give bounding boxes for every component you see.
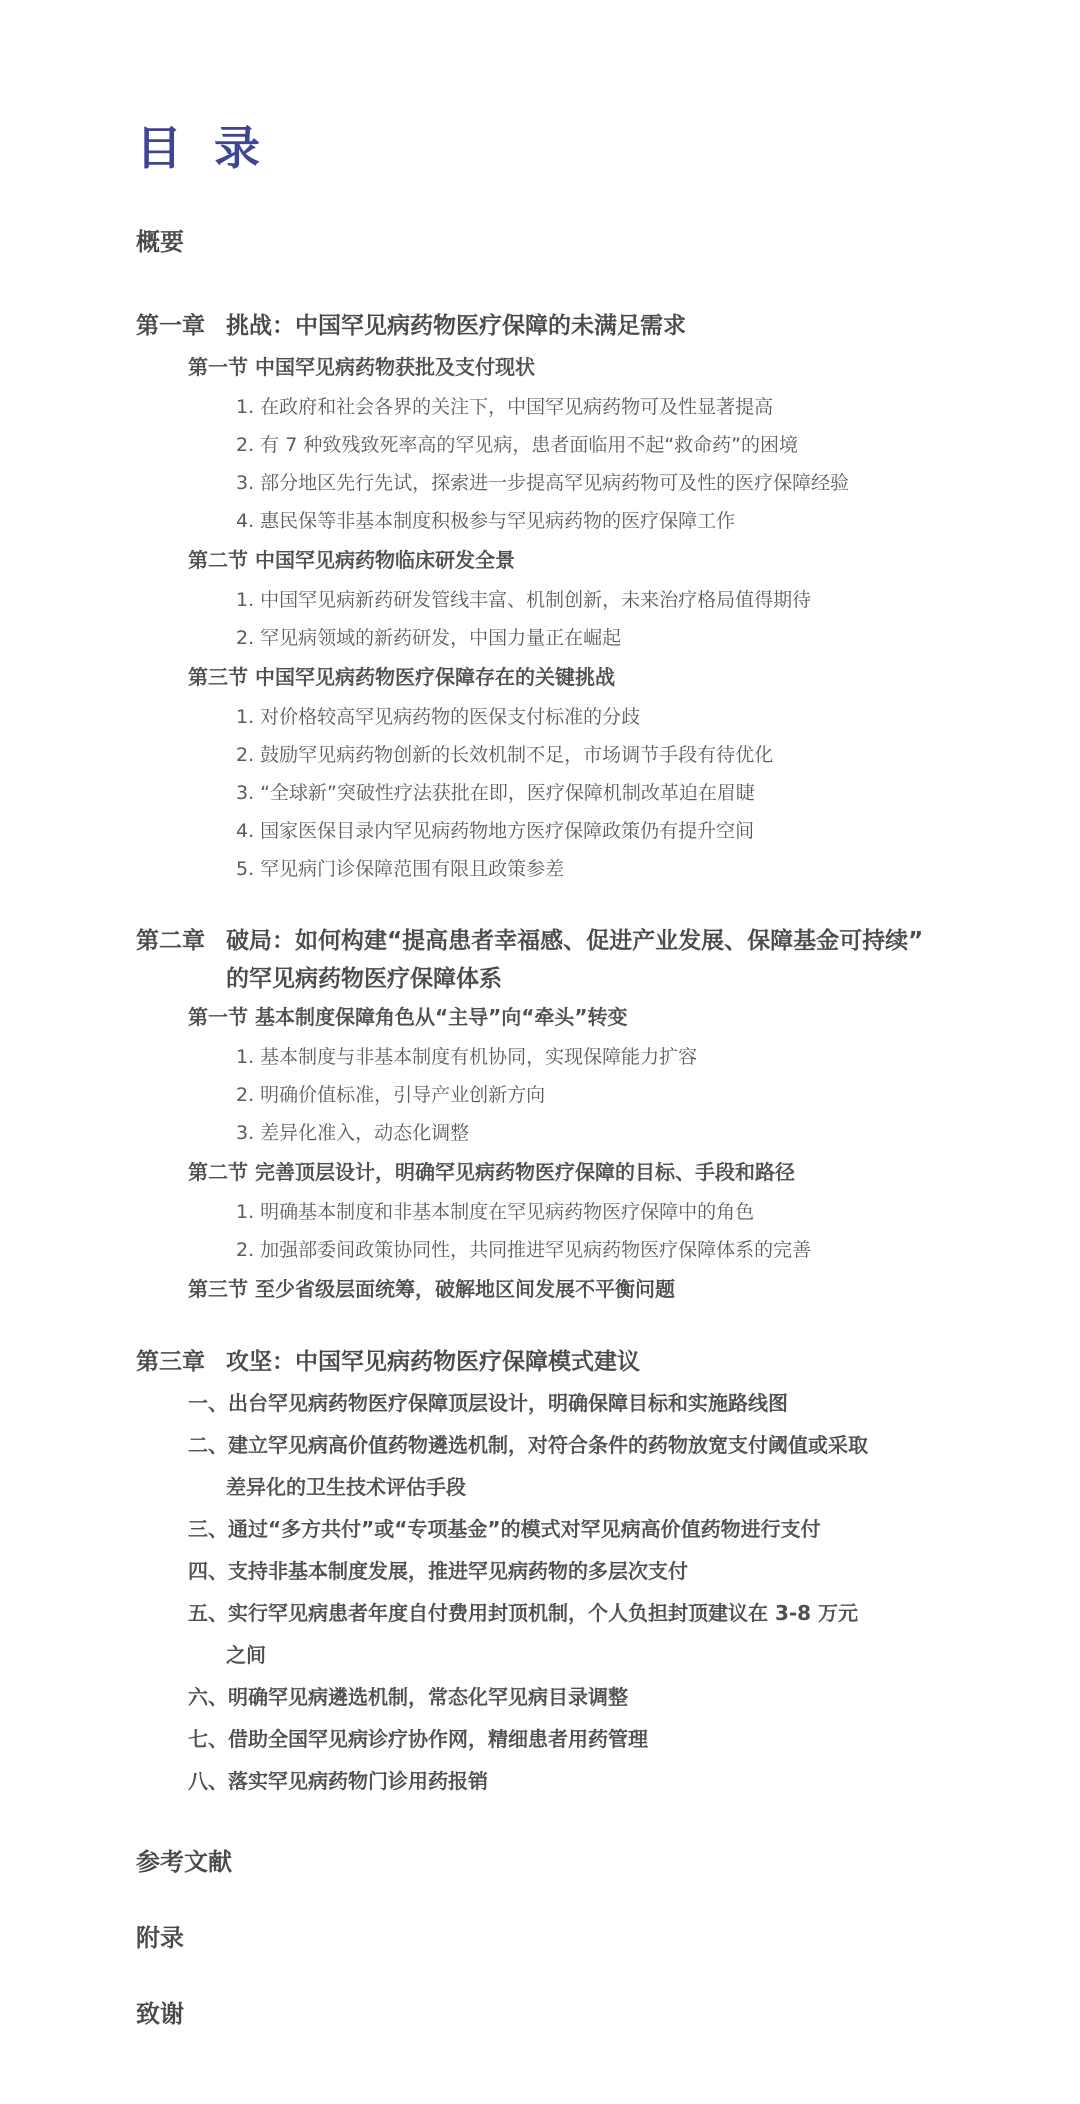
toc-recommendation-8[interactable]: 八、落实罕见病药物门诊用药报销 bbox=[188, 1769, 488, 1793]
toc-item[interactable]: 1. 明确基本制度和非基本制度在罕见病药物医疗保障中的角色 bbox=[236, 1201, 755, 1223]
chapter-title: 挑战：中国罕见病药物医疗保障的未满足需求 bbox=[226, 313, 686, 339]
toc-item[interactable]: 2. 明确价值标准，引导产业创新方向 bbox=[236, 1084, 546, 1106]
toc-chapter-1[interactable] bbox=[136, 309, 686, 343]
toc-recommendation-5[interactable]: 五、实行罕见病患者年度自付费用封顶机制，个人负担封顶建议在 3-8 万元 bbox=[188, 1601, 859, 1625]
toc-item[interactable]: 1. 基本制度与非基本制度有机协同，实现保障能力扩容 bbox=[236, 1046, 698, 1068]
toc-item[interactable]: 5. 罕见病门诊保障范围有限且政策参差 bbox=[236, 858, 565, 880]
chapter-title: 攻坚：中国罕见病药物医疗保障模式建议 bbox=[226, 1349, 640, 1375]
toc-recommendation-6[interactable]: 六、明确罕见病遴选机制，常态化罕见病目录调整 bbox=[188, 1685, 628, 1709]
toc-item[interactable]: 2. 加强部委间政策协同性，共同推进罕见病药物医疗保障体系的完善 bbox=[236, 1239, 812, 1261]
toc-appendix[interactable]: 附录 bbox=[136, 1924, 184, 1952]
toc-item[interactable]: 4. 惠民保等非基本制度积极参与罕见病药物的医疗保障工作 bbox=[236, 510, 736, 532]
toc-section-2-2[interactable]: 第二节 完善顶层设计，明确罕见病药物医疗保障的目标、手段和路径 bbox=[188, 1160, 795, 1184]
toc-item[interactable]: 2. 鼓励罕见病药物创新的长效机制不足，市场调节手段有待优化 bbox=[236, 744, 774, 766]
toc-section-1-2[interactable]: 第二节 中国罕见病药物临床研发全景 bbox=[188, 548, 515, 572]
toc-item[interactable]: 2. 罕见病领域的新药研发，中国力量正在崛起 bbox=[236, 627, 622, 649]
chapter-title: 破局：如何构建“提高患者幸福感、促进产业发展、保障基金可持续” bbox=[226, 928, 924, 954]
toc-item[interactable]: 3. 差异化准入，动态化调整 bbox=[236, 1122, 470, 1144]
toc-item[interactable]: 1. 在政府和社会各界的关注下，中国罕见病药物可及性显著提高 bbox=[236, 396, 774, 418]
toc-section-2-3[interactable]: 第三节 至少省级层面统筹，破解地区间发展不平衡问题 bbox=[188, 1277, 675, 1301]
toc-recommendation-2-cont[interactable]: 差异化的卫生技术评估手段 bbox=[226, 1475, 466, 1499]
toc-references[interactable]: 参考文献 bbox=[136, 1848, 232, 1876]
toc-item[interactable]: 1. 对价格较高罕见病药物的医保支付标准的分歧 bbox=[236, 706, 641, 728]
toc-item[interactable]: 3. 部分地区先行先试，探索进一步提高罕见病药物可及性的医疗保障经验 bbox=[236, 472, 850, 494]
chapter-label: 第二章 bbox=[136, 928, 205, 954]
chapter-label: 第一章 bbox=[136, 313, 205, 339]
toc-item[interactable]: 4. 国家医保目录内罕见病药物地方医疗保障政策仍有提升空间 bbox=[236, 820, 755, 842]
toc-section-1-3[interactable]: 第三节 中国罕见病药物医疗保障存在的关键挑战 bbox=[188, 665, 615, 689]
toc-chapter-3[interactable] bbox=[136, 1345, 640, 1379]
toc-item[interactable]: 3. “全球新”突破性疗法获批在即，医疗保障机制改革迫在眉睫 bbox=[236, 782, 755, 804]
toc-summary[interactable]: 概要 bbox=[136, 228, 184, 256]
toc-acknowledgements[interactable]: 致谢 bbox=[136, 2000, 184, 2028]
toc-item[interactable]: 2. 有 7 种致残致死率高的罕见病，患者面临用不起“救命药”的困境 bbox=[236, 434, 799, 456]
page-title: 目 录 bbox=[136, 121, 269, 175]
toc-section-2-1[interactable]: 第一节 基本制度保障角色从“主导”向“牵头”转变 bbox=[188, 1005, 628, 1029]
toc-section-1-1[interactable]: 第一节 中国罕见病药物获批及支付现状 bbox=[188, 355, 535, 379]
toc-item[interactable]: 1. 中国罕见病新药研发管线丰富、机制创新，未来治疗格局值得期待 bbox=[236, 589, 812, 611]
toc-recommendation-1[interactable]: 一、出台罕见病药物医疗保障顶层设计，明确保障目标和实施路线图 bbox=[188, 1391, 788, 1415]
toc-chapter-2[interactable] bbox=[136, 924, 923, 958]
toc-chapter-2-title-cont: 的罕见病药物医疗保障体系 bbox=[226, 966, 502, 992]
toc-recommendation-5-cont[interactable]: 之间 bbox=[226, 1643, 266, 1667]
chapter-label: 第三章 bbox=[136, 1349, 205, 1375]
toc-recommendation-4[interactable]: 四、支持非基本制度发展，推进罕见病药物的多层次支付 bbox=[188, 1559, 688, 1583]
toc-recommendation-7[interactable]: 七、借助全国罕见病诊疗协作网，精细患者用药管理 bbox=[188, 1727, 648, 1751]
toc-recommendation-2[interactable]: 二、建立罕见病高价值药物遴选机制，对符合条件的药物放宽支付阈值或采取 bbox=[188, 1433, 868, 1457]
toc-recommendation-3[interactable]: 三、通过“多方共付”或“专项基金”的模式对罕见病高价值药物进行支付 bbox=[188, 1517, 821, 1541]
